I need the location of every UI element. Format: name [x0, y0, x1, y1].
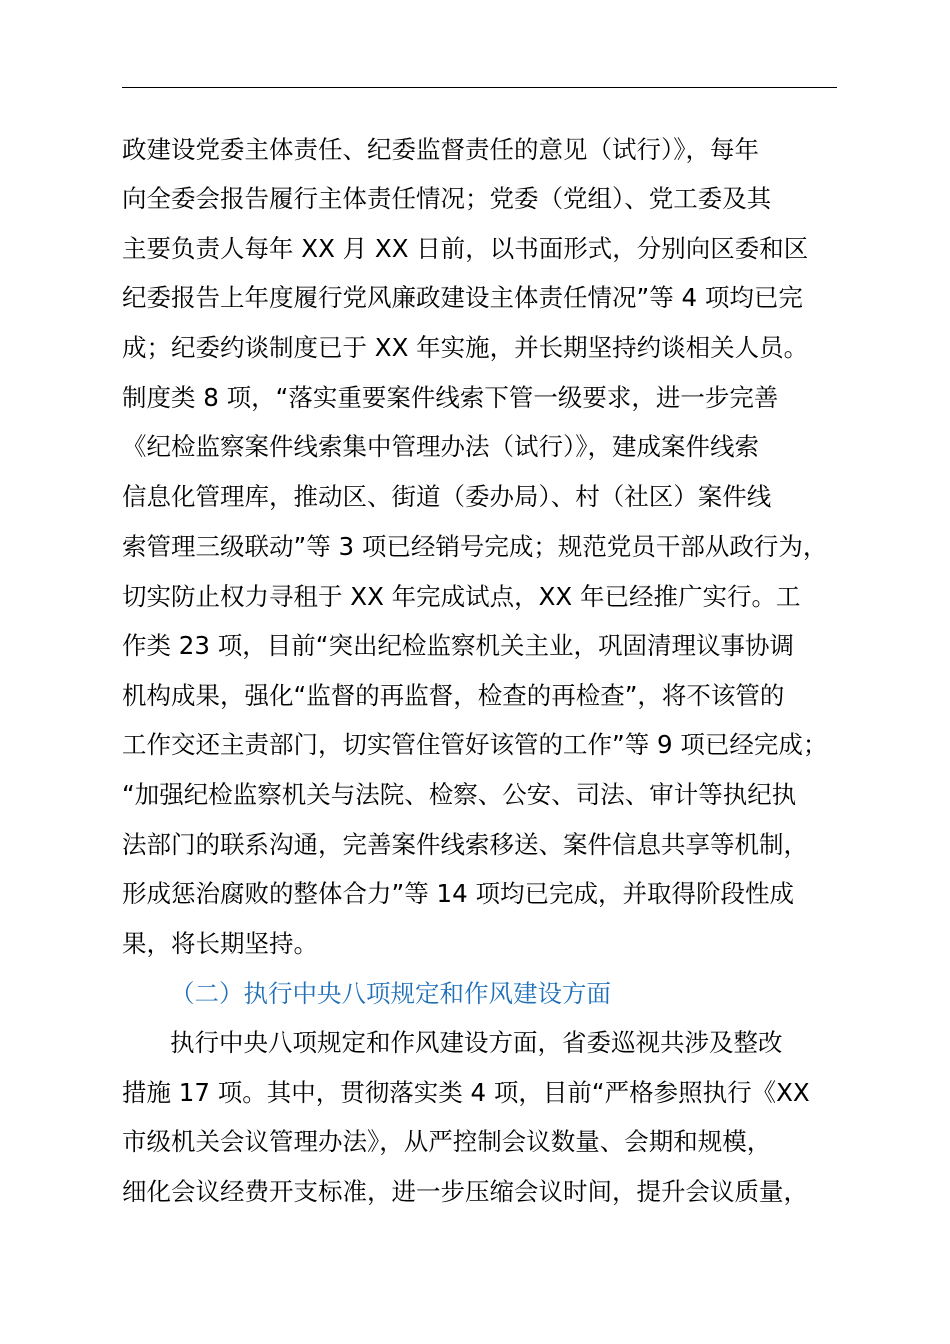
text-line: 主要负责人每年 XX 月 XX 日前，以书面形式，分别向区委和区 — [122, 234, 809, 263]
text-line: 制度类 8 项，“落实重要案件线索下管一级要求，进一步完善 — [122, 383, 779, 412]
section-heading: （二）执行中央八项规定和作风建设方面 — [170, 979, 611, 1008]
header-rule — [122, 87, 837, 88]
text-line: 索管理三级联动”等 3 项已经销号完成；规范党员干部从政行为， — [122, 532, 828, 561]
text-line: 法部门的联系沟通，完善案件线索移送、案件信息共享等机制， — [122, 830, 808, 859]
text-line: 形成惩治腐败的整体合力”等 14 项均已完成，并取得阶段性成 — [122, 879, 794, 908]
text-line: 《纪检监察案件线索集中管理办法（试行）》，建成案件线索 — [122, 432, 759, 461]
text-line: 向全委会报告履行主体责任情况；党委（党组）、党工委及其 — [122, 184, 772, 213]
text-line: 成；纪委约谈制度已于 XX 年实施，并长期坚持约谈相关人员。 — [122, 333, 809, 362]
text-line: 切实防止权力寻租于 XX 年完成试点，XX 年已经推广实行。工 — [122, 582, 801, 611]
text-line: 执行中央八项规定和作风建设方面，省委巡视共涉及整改 — [170, 1028, 783, 1057]
text-line: 机构成果，强化“监督的再监督，检查的再检查”，将不该管的 — [122, 681, 785, 710]
text-line: 市级机关会议管理办法》，从严控制会议数量、会期和规模， — [122, 1127, 772, 1156]
text-line: 纪委报告上年度履行党风廉政建设主体责任情况”等 4 项均已完 — [122, 283, 803, 312]
text-line: 细化会议经费开支标准，进一步压缩会议时间，提升会议质量， — [122, 1177, 808, 1206]
text-line: 政建设党委主体责任、纪委监督责任的意见（试行）》，每年 — [122, 135, 759, 164]
text-line: 作类 23 项，目前“突出纪检监察机关主业，巩固清理议事协调 — [122, 631, 794, 660]
text-line: “加强纪检监察机关与法院、检察、公安、司法、审计等执纪执 — [122, 780, 797, 809]
text-line: 工作交还主责部门，切实管住管好该管的工作”等 9 项已经完成； — [122, 730, 828, 759]
text-line: 信息化管理库，推动区、街道（委办局）、村（社区）案件线 — [122, 482, 772, 511]
text-line: 果，将长期坚持。 — [122, 929, 318, 958]
text-line: 措施 17 项。其中，贯彻落实类 4 项，目前“严格参照执行《XX — [122, 1078, 810, 1107]
